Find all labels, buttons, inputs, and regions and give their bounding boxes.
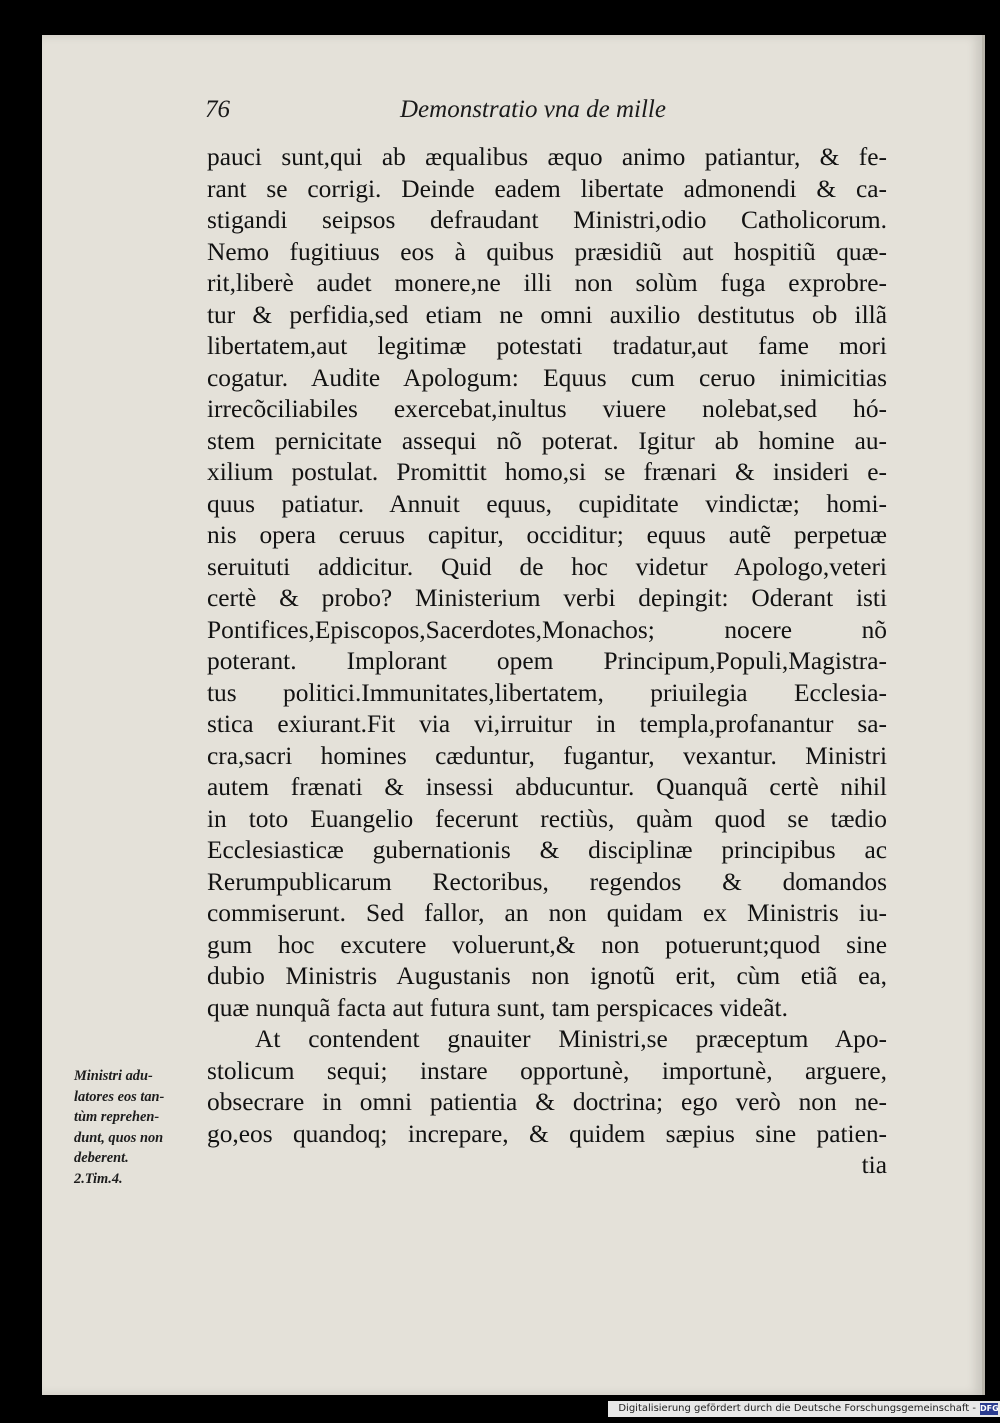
text-line: xilium postulat. Promittit homo,si se frænari & insideri e- xyxy=(207,458,887,486)
marginal-note xyxy=(74,1066,206,1190)
text-line: quus patiatur. Annuit equus, cupiditate vindictæ; homi- xyxy=(207,489,887,518)
digitization-credit xyxy=(608,1401,1000,1417)
text-line: stica exiurant.Fit via vi,irruitur in templa,profanantur sa- xyxy=(207,710,887,738)
text-line: Ecclesiasticæ gubernationis & disciplinæ principibus ac xyxy=(207,836,887,864)
text-line: commiserunt. Sed fallor, an non quidam ex Ministris iu- xyxy=(207,899,887,927)
text-line: Nemo fugitiuus eos à quibus præsidiũ aut hospitiũ quæ- xyxy=(207,237,887,266)
text-line: autem frænati & insessi abducuntur. Quanquã certè nihil xyxy=(207,773,887,801)
marginal-line: latores eos tan- xyxy=(74,1088,165,1105)
text-line: cogatur. Audite Apologum: Equus cum ceruo inimicitias xyxy=(207,363,887,392)
text-line: pauci sunt,qui ab æqualibus æquo animo patiantur, & fe- xyxy=(207,143,887,171)
text-line: rit,liberè audet monere,ne illi non solùm fuga exprobre- xyxy=(207,269,887,297)
text-line: obsecrare in omni patientia & doctrina; ego verò non ne- xyxy=(207,1088,887,1116)
text-line: At contendent gnauiter Ministri,se præceptum Apo- xyxy=(255,1025,887,1053)
marginal-line: dunt, quos non xyxy=(74,1129,164,1146)
catchword: tia xyxy=(861,1151,887,1179)
text-line: libertatem,aut legitimæ potestati tradatur,aut fame mori xyxy=(207,332,887,360)
text-line: certè & probo? Ministerium verbi depingit: Oderant isti xyxy=(207,584,887,612)
marginal-line: Ministri adu- xyxy=(74,1068,153,1084)
text-line: gum hoc excutere voluerunt,& non potuerunt;quod sine xyxy=(207,930,887,959)
text-line: rant se corrigi. Deinde eadem libertate admonendi & ca- xyxy=(207,174,887,203)
text-line: stem pernicitate assequi nõ poterat. Igitur ab homine au- xyxy=(207,426,887,455)
page-number: 76 xyxy=(205,96,230,123)
text-line: stolicum sequi; instare opportunè, importunè, arguere, xyxy=(207,1056,887,1085)
text-line: in toto Euangelio fecerunt rectiùs, quàm quod se tædio xyxy=(207,804,887,833)
scripture-reference: 2.Tim.4. xyxy=(74,1170,123,1187)
text-line: nis opera ceruus capitur, occiditur; equus autẽ perpetuæ xyxy=(207,521,887,549)
text-line: tur & perfidia,sed etiam ne omni auxilio destitutus ob illã xyxy=(207,300,887,329)
text-line: seruituti addicitur. Quid de hoc videtur Apologo,veteri xyxy=(207,552,887,581)
text-line: poterant. Implorant opem Principum,Populi,Magistra- xyxy=(207,647,887,675)
text-line: quæ nunquã facta aut futura sunt, tam perspicaces videãt. xyxy=(207,993,788,1022)
running-header xyxy=(205,96,735,136)
text-line: dubio Ministris Augustanis non ignotũ erit, cùm etiã ea, xyxy=(207,962,887,990)
text-line: irrecõciliabiles exercebat,inultus viuere nolebat,sed hó- xyxy=(207,395,887,423)
text-line: tus politici.Immunitates,libertatem, priuilegia Ecclesia- xyxy=(207,678,887,707)
running-title: Demonstratio vna de mille xyxy=(400,96,666,123)
marginal-line: deberent. xyxy=(74,1150,129,1167)
text-line: stigandi seipsos defraudant Ministri,odio Catholicorum. xyxy=(207,206,887,234)
dfg-logo: DFG xyxy=(980,1404,999,1413)
text-line: cra,sacri homines cæduntur, fugantur, vexantur. Ministri xyxy=(207,741,887,770)
text-line: Pontifices,Episcopos,Sacerdotes,Monachos; nocere nõ xyxy=(207,615,887,644)
body-text xyxy=(207,142,887,1182)
marginal-line: tùm reprehen- xyxy=(74,1109,160,1126)
text-line: Rerumpublicarum Rectoribus, regendos & domandos xyxy=(207,867,887,896)
credit-text: Digitalisierung gefördert durch die Deutsche Forschungsgemeinschaft - xyxy=(618,1403,976,1414)
text-line: go,eos quandoq; increpare, & quidem sæpius sine patien- xyxy=(207,1119,887,1148)
